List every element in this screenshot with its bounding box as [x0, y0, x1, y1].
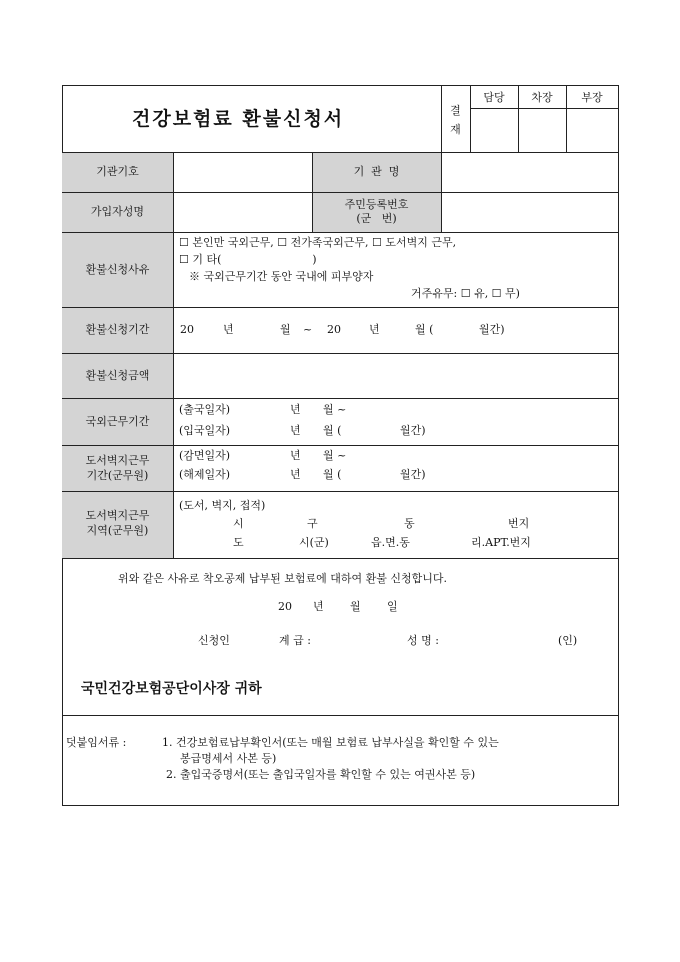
label-refund-amount: 환불신청금액	[85, 369, 150, 382]
region-eupmyeondong: 읍.면.동	[371, 536, 410, 549]
attachment-item-1: 1. 건강보험료납부확인서(또는 매월 보험료 납부사실을 확인할 수 있는	[162, 736, 499, 749]
reason-other-line[interactable]: ☐ 기 타( )	[179, 253, 317, 266]
region-si: 시	[233, 517, 244, 530]
overseas-entry-months: 월간)	[400, 424, 426, 437]
declaration-text: 위와 같은 사유로 착오공제 납부된 보험료에 대하여 환불 신청합니다.	[118, 572, 447, 585]
period-months: 월간)	[479, 323, 505, 336]
label-agency-name: 기 관 명	[353, 165, 400, 178]
island-assign-year: 년	[290, 449, 301, 462]
label-service-number: (군 번)	[356, 212, 397, 225]
region-category: (도서, 벽지, 접적)	[179, 499, 266, 512]
island-assign-month: 월 ~	[323, 449, 347, 462]
island-release-months: 월간)	[400, 468, 426, 481]
seal-mark: (인)	[558, 634, 578, 647]
overseas-entry-month: 월 (	[323, 424, 342, 437]
period-year-end: 20	[327, 323, 341, 336]
region-sigun: 시(군)	[299, 536, 329, 549]
approval-col-manager: 담당	[483, 91, 505, 104]
reason-residence-option[interactable]: 거주유무: ☐ 유, ☐ 무)	[411, 287, 520, 300]
overseas-departure-month: 월 ~	[323, 403, 347, 416]
label-overseas-period: 국외근무기간	[85, 415, 150, 428]
approval-label-top: 결	[450, 104, 461, 117]
period-year-start: 20	[180, 323, 194, 336]
date-year: 20	[278, 600, 292, 613]
island-assign-label: (감면일자)	[179, 449, 231, 462]
region-gu: 구	[307, 517, 318, 530]
overseas-entry-label: (입국일자)	[179, 424, 231, 437]
approval-sign-head[interactable]	[567, 109, 617, 151]
period-month-unit-start: 월	[280, 323, 291, 336]
form-title: 건강보험료 환불신청서	[132, 108, 345, 130]
period-year-unit-start: 년	[223, 323, 234, 336]
reason-dependent-note: ※ 국외근무기간 동안 국내에 피부양자	[189, 270, 374, 283]
period-month-unit-end: 월 (	[415, 323, 434, 336]
agency-name-field[interactable]	[442, 153, 617, 191]
refund-amount-field[interactable]	[174, 354, 617, 397]
applicant-name-label: 성 명 :	[407, 634, 439, 647]
label-resident-number: 주민등록번호	[344, 198, 409, 211]
resident-number-field[interactable]	[442, 193, 617, 231]
refund-application-form	[62, 85, 619, 806]
island-release-label: (해제일자)	[179, 468, 231, 481]
label-island-period-line2: 기간(군무원)	[86, 469, 149, 482]
island-release-year: 년	[290, 468, 301, 481]
region-do: 도	[233, 536, 244, 549]
date-month-unit: 월	[350, 600, 361, 613]
label-island-period-line1: 도서벽지근무	[85, 454, 150, 467]
region-beonji: 번지	[508, 517, 530, 530]
period-year-unit-end: 년	[369, 323, 380, 336]
agency-code-field[interactable]	[174, 153, 311, 191]
label-subscriber-name: 가입자성명	[90, 205, 145, 218]
label-agency-code: 기관기호	[96, 165, 139, 178]
date-day-unit: 일	[387, 600, 398, 613]
approval-col-deputy: 차장	[531, 91, 553, 104]
label-island-region-line2: 지역(군무원)	[86, 524, 149, 537]
region-dong: 동	[404, 517, 415, 530]
overseas-departure-label: (출국일자)	[179, 403, 231, 416]
reason-options-line[interactable]: ☐ 본인만 국외근무, ☐ 전가족국외근무, ☐ 도서벽지 근무,	[179, 236, 457, 249]
addressee: 국민건강보험공단이사장 귀하	[81, 681, 262, 697]
attachment-item-2: 2. 출입국증명서(또는 출입국일자를 확인할 수 있는 여권사본 등)	[166, 768, 476, 781]
approval-col-head: 부장	[581, 91, 603, 104]
label-refund-period: 환불신청기간	[85, 323, 150, 336]
subscriber-name-field[interactable]	[174, 193, 311, 231]
attachment-item-1-cont: 봉급명세서 사본 등)	[180, 752, 277, 765]
period-tilde: ~	[303, 323, 313, 336]
approval-sign-deputy[interactable]	[519, 109, 565, 151]
rank-label: 계 급 :	[279, 634, 311, 647]
label-refund-reason: 환불신청사유	[85, 263, 150, 276]
approval-sign-manager[interactable]	[471, 109, 517, 151]
attachments-label: 덧붙임서류 :	[66, 736, 127, 749]
label-island-region-line1: 도서벽지근무	[85, 509, 150, 522]
overseas-entry-year: 년	[290, 424, 301, 437]
applicant-label: 신청인	[198, 634, 230, 647]
approval-label-bottom: 재	[450, 123, 461, 136]
region-ri-apt: 리.APT.번지	[471, 536, 531, 549]
date-year-unit: 년	[313, 600, 324, 613]
overseas-departure-year: 년	[290, 403, 301, 416]
island-release-month: 월 (	[323, 468, 342, 481]
label-column-shading	[62, 152, 173, 453]
